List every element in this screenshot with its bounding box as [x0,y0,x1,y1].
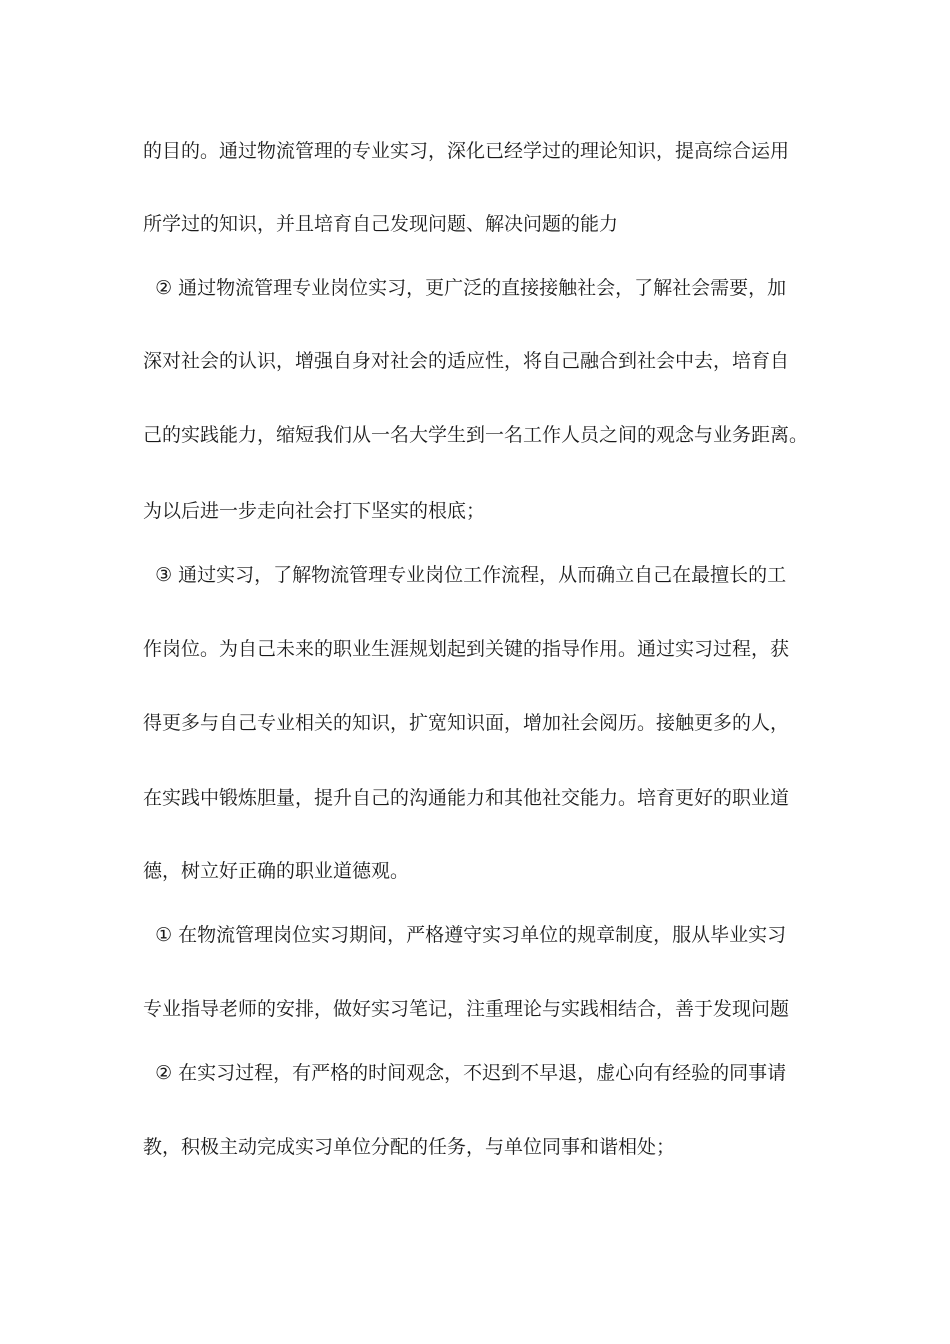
text-line: ② 通过物流管理专业岗位实习，更广泛的直接接触社会，了解社会需要，加 [143,277,787,299]
text-line: 专业指导老师的安排，做好实习笔记，注重理论与实践相结合，善于发现问题 [143,998,790,1020]
text-line: 的目的。通过物流管理的专业实习，深化已经学过的理论知识，提高综合运用 [143,140,790,162]
text-line: 德，树立好正确的职业道德观。 [143,860,410,882]
text-line: 在实践中锻炼胆量，提升自己的沟通能力和其他社交能力。培育更好的职业道 [143,787,790,809]
text-line: 得更多与自己专业相关的知识，扩宽知识面，增加社会阅历。接触更多的人， [143,712,790,734]
text-line: 教，积极主动完成实习单位分配的任务，与单位同事和谐相处； [143,1136,676,1158]
text-line: 为以后进一步走向社会打下坚实的根底； [143,500,486,522]
text-line: ② 在实习过程，有严格的时间观念，不迟到不早退，虚心向有经验的同事请 [143,1062,787,1084]
text-line: 己的实践能力，缩短我们从一名大学生到一名工作人员之间的观念与业务距离。 [143,424,809,446]
text-line: ① 在物流管理岗位实习期间，严格遵守实习单位的规章制度，服从毕业实习 [143,924,787,946]
text-line: 作岗位。为自己未来的职业生涯规划起到关键的指导作用。通过实习过程，获 [143,638,790,660]
text-line: 所学过的知识，并且培育自己发现问题、解决问题的能力 [143,213,619,235]
text-line: ③ 通过实习，了解物流管理专业岗位工作流程，从而确立自己在最擅长的工 [143,564,787,586]
text-line: 深对社会的认识，增强自身对社会的适应性，将自己融合到社会中去，培育自 [143,350,790,372]
